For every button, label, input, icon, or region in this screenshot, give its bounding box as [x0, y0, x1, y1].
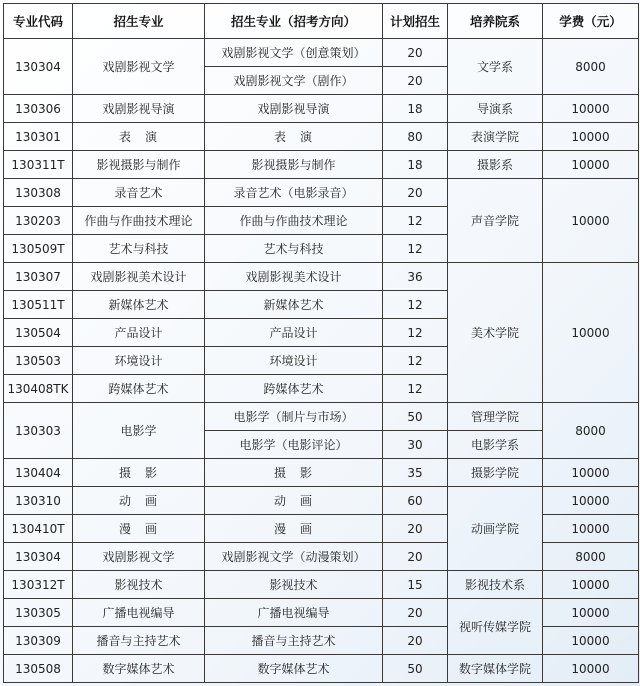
header-major: 招生专业 [73, 4, 205, 39]
cell-code: 130301 [4, 123, 73, 151]
cell-plan: 12 [383, 207, 448, 235]
cell-plan: 20 [383, 179, 448, 207]
cell-direction: 摄 影 [205, 459, 383, 487]
cell-direction: 戏剧影视文学（剧作） [205, 67, 383, 95]
table-row [4, 599, 639, 627]
cell-plan: 80 [383, 123, 448, 151]
cell-code: 130310 [4, 487, 73, 515]
cell-major: 产品设计 [73, 319, 205, 347]
cell-fee: 8000 [543, 39, 639, 95]
cell-direction: 跨媒体艺术 [205, 375, 383, 403]
cell-school: 影视技术系 [448, 571, 543, 599]
cell-code: 130308 [4, 179, 73, 207]
cell-direction: 数字媒体艺术 [205, 655, 383, 683]
cell-school: 视听传媒学院 [448, 599, 543, 655]
table-row [4, 571, 639, 599]
cell-code: 130504 [4, 319, 73, 347]
cell-direction: 作曲与作曲技术理论 [205, 207, 383, 235]
cell-school: 数字媒体学院 [448, 655, 543, 683]
cell-major: 环境设计 [73, 347, 205, 375]
cell-code: 130410T [4, 515, 73, 543]
cell-fee: 10000 [543, 95, 639, 123]
cell-code: 130511T [4, 291, 73, 319]
cell-major: 艺术与科技 [73, 235, 205, 263]
table-row [4, 123, 639, 151]
cell-direction: 表 演 [205, 123, 383, 151]
table-row [4, 179, 639, 207]
cell-plan: 18 [383, 151, 448, 179]
cell-school: 管理学院 [448, 403, 543, 431]
table-row [4, 403, 639, 431]
cell-plan: 30 [383, 431, 448, 459]
cell-direction: 漫 画 [205, 515, 383, 543]
header-direction: 招生专业（招考方向） [205, 4, 383, 39]
cell-major: 电影学 [73, 403, 205, 459]
cell-major: 动 画 [73, 487, 205, 515]
cell-code: 130306 [4, 95, 73, 123]
cell-school: 电影学系 [448, 431, 543, 459]
cell-plan: 12 [383, 375, 448, 403]
cell-direction: 电影学（电影评论） [205, 431, 383, 459]
cell-plan: 12 [383, 291, 448, 319]
cell-plan: 20 [383, 515, 448, 543]
table-row [4, 543, 639, 571]
cell-plan: 12 [383, 347, 448, 375]
cell-plan: 60 [383, 487, 448, 515]
cell-school: 文学系 [448, 39, 543, 95]
cell-major: 戏剧影视导演 [73, 95, 205, 123]
cell-fee: 10000 [543, 263, 639, 403]
cell-school: 导演系 [448, 95, 543, 123]
cell-direction: 影视摄影与制作 [205, 151, 383, 179]
cell-code: 130509T [4, 235, 73, 263]
cell-fee: 10000 [543, 179, 639, 263]
cell-plan: 36 [383, 263, 448, 291]
cell-direction: 播音与主持艺术 [205, 627, 383, 655]
cell-fee: 10000 [543, 571, 639, 599]
cell-plan: 15 [383, 571, 448, 599]
cell-major: 影视技术 [73, 571, 205, 599]
header-code: 专业代码 [4, 4, 73, 39]
cell-school: 摄影系 [448, 151, 543, 179]
cell-code: 130311T [4, 151, 73, 179]
cell-code: 130404 [4, 459, 73, 487]
cell-direction: 戏剧影视文学（创意策划） [205, 39, 383, 67]
table-row [4, 95, 639, 123]
cell-fee: 10000 [543, 627, 639, 655]
table-row [4, 515, 639, 543]
cell-direction: 录音艺术（电影录音） [205, 179, 383, 207]
cell-school: 表演学院 [448, 123, 543, 151]
cell-code: 130508 [4, 655, 73, 683]
cell-direction: 广播电视编导 [205, 599, 383, 627]
cell-major: 广播电视编导 [73, 599, 205, 627]
cell-major: 摄 影 [73, 459, 205, 487]
cell-direction: 动 画 [205, 487, 383, 515]
cell-direction: 电影学（制片与市场） [205, 403, 383, 431]
cell-plan: 12 [383, 319, 448, 347]
cell-code: 130305 [4, 599, 73, 627]
cell-plan: 20 [383, 627, 448, 655]
cell-major: 影视摄影与制作 [73, 151, 205, 179]
cell-direction: 产品设计 [205, 319, 383, 347]
cell-plan: 20 [383, 543, 448, 571]
cell-code: 130304 [4, 39, 73, 95]
cell-school: 摄影学院 [448, 459, 543, 487]
cell-school: 声音学院 [448, 179, 543, 263]
cell-code: 130303 [4, 403, 73, 459]
header-row [4, 4, 639, 39]
cell-plan: 50 [383, 655, 448, 683]
cell-plan: 18 [383, 95, 448, 123]
cell-direction: 环境设计 [205, 347, 383, 375]
cell-direction: 艺术与科技 [205, 235, 383, 263]
cell-direction: 影视技术 [205, 571, 383, 599]
cell-fee: 10000 [543, 487, 639, 515]
cell-code: 130312T [4, 571, 73, 599]
cell-major: 表 演 [73, 123, 205, 151]
cell-school: 动画学院 [448, 487, 543, 571]
cell-fee: 10000 [543, 459, 639, 487]
cell-fee: 8000 [543, 403, 639, 459]
cell-fee: 10000 [543, 599, 639, 627]
cell-school: 美术学院 [448, 263, 543, 403]
cell-code: 130304 [4, 543, 73, 571]
cell-major: 作曲与作曲技术理论 [73, 207, 205, 235]
table-row [4, 487, 639, 515]
cell-fee: 10000 [543, 515, 639, 543]
cell-direction: 戏剧影视文学（动漫策划） [205, 543, 383, 571]
cell-direction: 戏剧影视美术设计 [205, 263, 383, 291]
table-row [4, 459, 639, 487]
table-row [4, 627, 639, 655]
table-row [4, 39, 639, 67]
cell-plan: 50 [383, 403, 448, 431]
cell-major: 漫 画 [73, 515, 205, 543]
cell-code: 130307 [4, 263, 73, 291]
table-row [4, 655, 639, 683]
cell-plan: 20 [383, 67, 448, 95]
cell-fee: 8000 [543, 543, 639, 571]
table-row [4, 151, 639, 179]
table-row [4, 263, 639, 291]
cell-plan: 12 [383, 235, 448, 263]
cell-major: 跨媒体艺术 [73, 375, 205, 403]
cell-major: 戏剧影视美术设计 [73, 263, 205, 291]
header-fee: 学费（元） [543, 4, 639, 39]
cell-major: 播音与主持艺术 [73, 627, 205, 655]
cell-fee: 10000 [543, 123, 639, 151]
cell-major: 数字媒体艺术 [73, 655, 205, 683]
cell-major: 新媒体艺术 [73, 291, 205, 319]
cell-code: 130309 [4, 627, 73, 655]
cell-direction: 戏剧影视导演 [205, 95, 383, 123]
cell-code: 130408TK [4, 375, 73, 403]
cell-plan: 20 [383, 39, 448, 67]
header-plan: 计划招生 [383, 4, 448, 39]
admissions-table [3, 3, 639, 683]
cell-fee: 10000 [543, 655, 639, 683]
cell-major: 录音艺术 [73, 179, 205, 207]
cell-plan: 20 [383, 599, 448, 627]
cell-direction: 新媒体艺术 [205, 291, 383, 319]
cell-fee: 10000 [543, 151, 639, 179]
cell-major: 戏剧影视文学 [73, 543, 205, 571]
header-school: 培养院系 [448, 4, 543, 39]
cell-code: 130203 [4, 207, 73, 235]
cell-plan: 35 [383, 459, 448, 487]
cell-major: 戏剧影视文学 [73, 39, 205, 95]
cell-code: 130503 [4, 347, 73, 375]
